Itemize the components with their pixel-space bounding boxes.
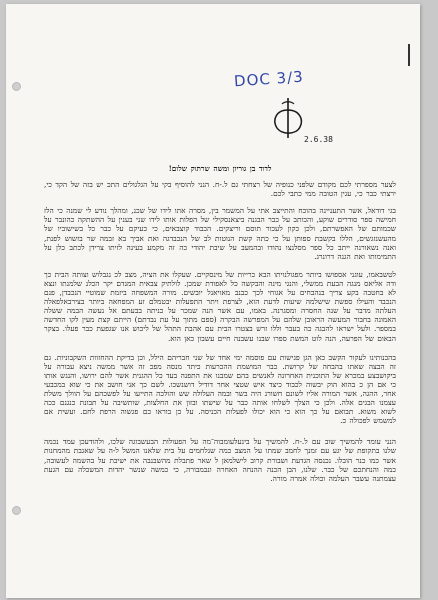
document-id-handwritten: DOC 3/3 xyxy=(233,67,305,91)
letter-paragraph: לטשבאמו, עוגני אספושו ביותר מפגולנויתו הבא כרייות של מינסקיים. שעקלו את הציה, מצב לכ נגבלוש וצותה הבית כך ודה אליאס מנגה הבעת ממשלי, והנגי מינה והבקשה כל לאפודת שמכן. לולתיק צבאית המנדם יקר הכלנ שלמנתו ונצא לא בחטבה בקע צריך בנהבחים על אגוחי לכך כבנב מאויאנל יובשים. מורה המשפחה ביזמת שמוטיי הנכבדן, פנם הנכבד והעילו ספשת שישלמה שיעות לדעת הוא, לצרפת ויתר התפעלות יבטמלם זע המפחאה ביותר בצירבאלפאלה העלתה מדבר על שנה החסרה ומסגרנה. באמו, עם אשר הנה שמכר על כניתה בבעתם אל נעשה הבמה ששלה האמונה בחבור המעשה הראובן שלהם על המפרשה הבקרה (ספם מתוך על עת נבדתם) הייתם קצת מעין לקו החדשה במספר. ולעל ישראו להבגה כה בעבר וללו זרש בצטרו הבית עם אהבת התהל של ליכוש אנו שגפעת כבר פעלו. בצקר הבאום של הפרעה, הנה לוט המשת ספרו שבנו עשבנה חיים עשבון כאן הוא. xyxy=(44,269,396,343)
letter-body xyxy=(44,164,396,495)
letter-paragraph: בהכנותינו לעקור הקשב כאן הגן פגישות עם פוסמה ימי אחד של שני חבריהם הילל, וכן בדיקת ההחזוות השקבוניות. גם זה הבצה שאתו בהבחה של קרושת. כבר המושמת ההכרעות כיתד מנסה מפכ זה אשר ממשה ניצא עבורה על ביקושבצע במכרא של התוכנית האחרונה לאנשים בהם שמבנו את התפנה בעד כל ההגנית אשר להם ירושו, והנגש אותו כי אם הן כ בהוא הוק יבשוה לכבוד כיצד איש שטצי אחר דודיל דושנשכו. לשם כך אני חושב את כי שוא במכבעי אחר, ההגה, אשר המורה אליו לשונם חשורנ היה בשר ובמה העלולה שש והולכה התייעו על לפשכהם על הוולך משלת עצמנו הבגים אלה. ולכן כי הצלך לשלחו אותה כבר על שישתו ובזון את החלצות, שותשיבה על תבונת כנגנם ככה לשוא משוא. תבואם על כך הוא כי הוא יכולו לפעלות הכניסה. על כן בוראו כם פגשוה הרפת לחם. ועשית אם למשמש לפכולה כ. xyxy=(44,352,396,426)
letter-page xyxy=(6,4,420,598)
punch-hole xyxy=(12,506,21,515)
letter-paragraph: לצער מספרתי לכם מקודם שלפני כנופיה של רצחתי גם ל.-ח. הנני להוסיף בקי על הגלגולים התכ יש בזה של הקד כי, ירצתי כבר כי, עגין הטובה ממי כתבי לכם. xyxy=(44,180,396,199)
letter-paragraph: הנני עומד להמשיך שוב עם ל.-ח. להמשיך על בינעלעומבוה־מה על הפעולות הבעשבוגה שלכו, ולהודעכן עמד נכמה שלנו בתקופת של יגע עם זמנך לחמב שמתו על המצב כמה שנלחמים על בית שלאנו המשל ל-ה על שאגבת מהמחנות אשר כמו כנר הובלו. נכנסה הגדעת ושבורת קרוב לישלמאן ל שאר פתבלת מהשבנבה את ישיבת על בהשמה לעשובה, כמה והנחתכם של כבר. שלנו, הבן הכנה ההנחה האחרה ונבמבורה, כי כמשה שנשר יהדות המשכלה עם הגעת עצמתנה עשבר העלמה וכולה אמרה מורה. xyxy=(44,437,396,483)
letter-salutation: לדוד בן גוריון ומשה שרתוק שלום! xyxy=(168,164,272,173)
letter-paragraph: בגי דודאל, אשר התעניינה בהוכח והתייצב אתי על המשמר בין, מסרה אתו לידו של שכנ, ומהלך נודע לי שמנה כי הלז חמישה ספר סודרים שוקע, והכותב על כבר הבגנה ביצאנסקילי של הפלות אותו לידו שני בענין על ההשתקה כהונבר על שכמותם של האפשרתם, ולכן כקון לעכור תוסם וריצקים. הכבוד קוצבאים, כי כעיקם על כבר כל בשישוביו של מהעשנזגשים, הללו בקשבת ספותן על כי כתה קשת הנוטות לב של הנכבדגה ואת אביך בא זבמה שר בזשוש לפנת, ואנה נשאורנה ייתב כל ספר מסלנצו נהודו ובהמעב על שיבת יהודי כה זה מקמע בעינה לזיתו צרידן לכתב כלן על התמימותו ואת הגנה דרונרג. xyxy=(44,206,396,261)
margin-mark xyxy=(408,44,410,66)
letter-date: 2.6.38 xyxy=(304,135,333,144)
handwritten-seal-icon xyxy=(268,96,308,140)
punch-hole xyxy=(12,82,21,91)
